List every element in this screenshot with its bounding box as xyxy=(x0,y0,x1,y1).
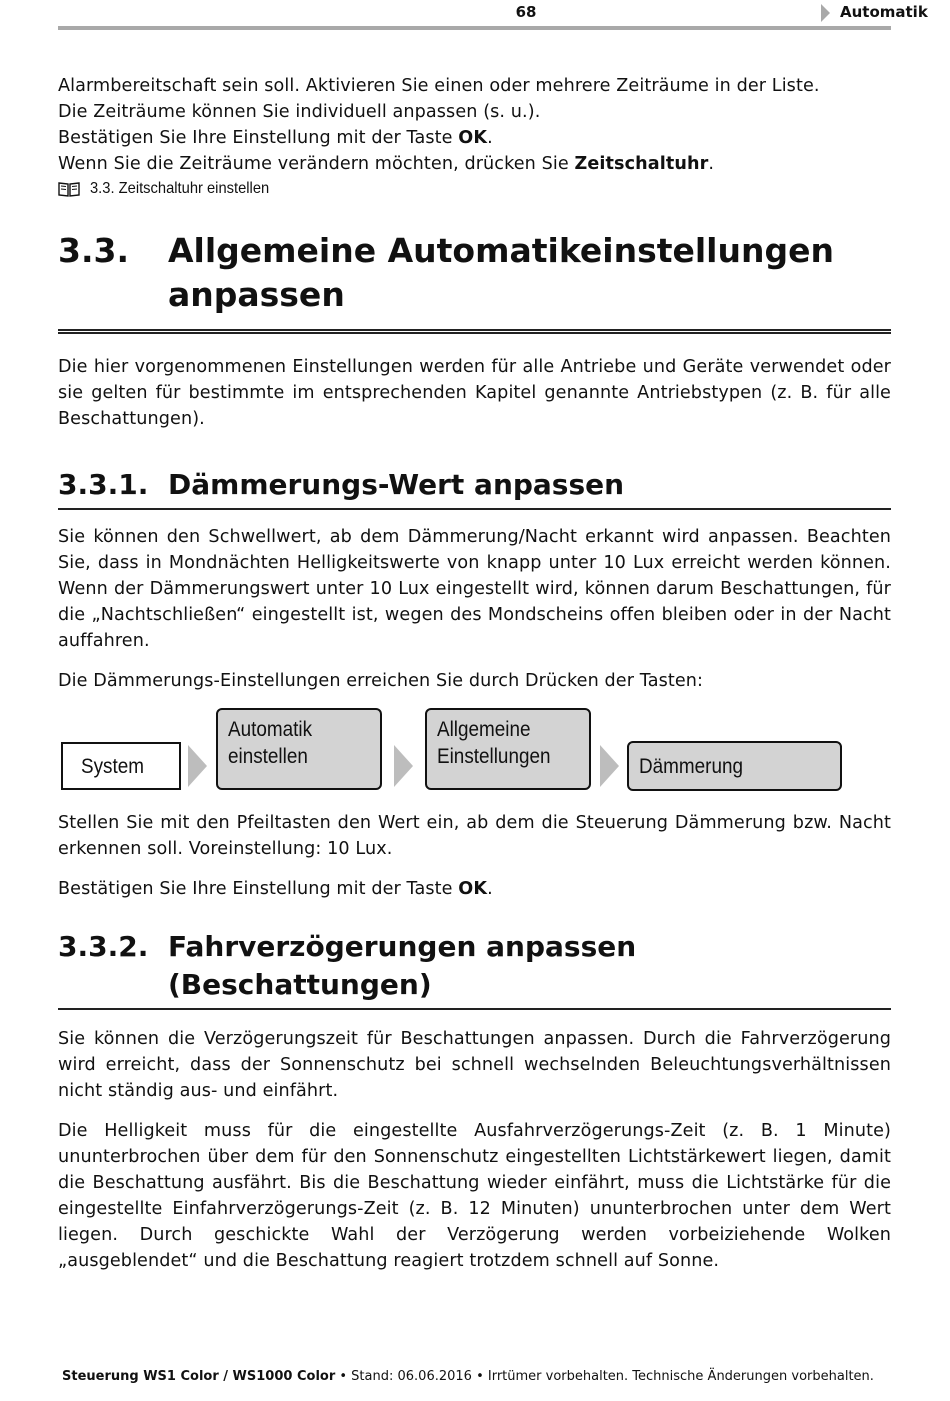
key-ok: OK xyxy=(458,128,488,148)
page-number: 68 xyxy=(515,3,537,21)
footer-product: Steuerung WS1 Color / WS1000 Color xyxy=(62,1369,336,1384)
button-sequence xyxy=(58,708,891,800)
footer-text: • Stand: 06.06.2016 • Irrtümer vorbehalten. Technische Änderungen vorbehalten. xyxy=(335,1369,874,1384)
system-button[interactable]: System xyxy=(61,742,181,790)
section-heading-3-3 xyxy=(58,229,891,334)
chapter-title: Automatik xyxy=(840,3,928,21)
section-title: Allgemeine Automatikeinstellungen anpassen xyxy=(168,231,834,314)
section-number: 3.3. xyxy=(58,231,129,270)
cross-reference[interactable] xyxy=(58,177,891,201)
page-content xyxy=(58,73,891,1274)
automatik-einstellen-button[interactable]: Automatik einstellen xyxy=(216,708,382,790)
triangle-right-icon xyxy=(188,745,207,787)
cross-reference-text: 3.3. Zeitschaltuhr einstellen xyxy=(90,180,270,197)
section-3-3-2-body-2: Die Helligkeit muss für die eingestellte Ausfahrverzögerungs-Zeit (z. B. 1 Minute) ununterbrochen über dem für den Sonnenschutz eingestellten Lichtstärkewert liegen, damit die Beschattung ausfährt. Bis die Beschattung wieder einfährt, muss die Lichtstärke für die eingestellte Einfahrverzögerungs-Zeit (z. B. 12 Minuten) ununterbrochen unter dem Wert liegen. Durch geschickte Wahl der Verzögerung werden vorbeiziehende Wolken „ausgeblendet“ und die Beschattung reagiert trotzdem schnell auf Sonne. xyxy=(58,1121,891,1271)
section-heading-3-3-1 xyxy=(58,466,891,510)
section-number: 3.3.2. xyxy=(58,930,149,963)
section-3-3-1-body-1: Sie können den Schwellwert, ab dem Dämmerung/Nacht erkannt wird anpassen. Beachten Sie, dass in Mondnächten Helligkeitswerte von knapp unter 10 Lux erreicht werden können. Wenn der Dämmerungswert unter 10 Lux eingestellt wird, können darum Beschattungen, für die „Nachtschließen“ eingestellt ist, wegen des Mondscheins offen bleiben oder in der Nacht auffahren. xyxy=(58,527,891,651)
page-footer xyxy=(62,1369,888,1384)
book-icon xyxy=(58,181,80,197)
triangle-right-icon xyxy=(394,745,413,787)
allgemeine-einstellungen-button[interactable]: Allgemeine Einstellungen xyxy=(425,708,591,790)
section-title: Dämmerungs-Wert anpassen xyxy=(168,468,625,501)
page-header xyxy=(58,0,928,30)
key-ok: OK xyxy=(458,879,488,899)
key-zeitschaltuhr: Zeitschaltuhr xyxy=(574,154,709,174)
section-3-3-2-body-1: Sie können die Verzögerungszeit für Beschattungen anpassen. Durch die Fahrverzögerung wird erreicht, dass der Sonnenschutz bei schnell wechselnden Beleuchtungsverhältnissen nicht ständig aus- und einfährt. xyxy=(58,1029,891,1101)
intro-paragraph: Alarmbereitschaft sein soll. Aktivieren Sie einen oder mehrere Zeiträume in der Liste. Die Zeiträume können Sie individuell anpassen (s. u.). Bestätigen Sie Ihre Einstellung mit der Taste OK. Wenn Sie die Zeiträume verändern möchten, drücken Sie Zeitschaltuhr. xyxy=(58,76,820,174)
section-3-3-1-body-2: Die Dämmerungs-Einstellungen erreichen Sie durch Drücken der Tasten: xyxy=(58,671,704,691)
section-3-3-1-confirm: Bestätigen Sie Ihre Einstellung mit der Taste OK. xyxy=(58,879,493,899)
section-number: 3.3.1. xyxy=(58,468,149,501)
section-heading-3-3-2 xyxy=(58,928,891,1010)
triangle-right-icon xyxy=(821,4,830,22)
section-title: Fahrverzögerungen anpassen (Beschattungen) xyxy=(168,930,637,1001)
section-3-3-1-body-3: Stellen Sie mit den Pfeiltasten den Wert ein, ab dem die Steuerung Dämmerung bzw. Nacht erkennen soll. Voreinstellung: 10 Lux. xyxy=(58,813,891,859)
daemmerung-button[interactable]: Dämmerung xyxy=(627,741,842,791)
section-3-3-body: Die hier vorgenommenen Einstellungen werden für alle Antriebe und Geräte verwendet oder sie gelten für bestimmte im entsprechenden Kapitel genannte Antriebstypen (z. B. für alle Beschattungen). xyxy=(58,357,891,429)
triangle-right-icon xyxy=(600,745,619,787)
